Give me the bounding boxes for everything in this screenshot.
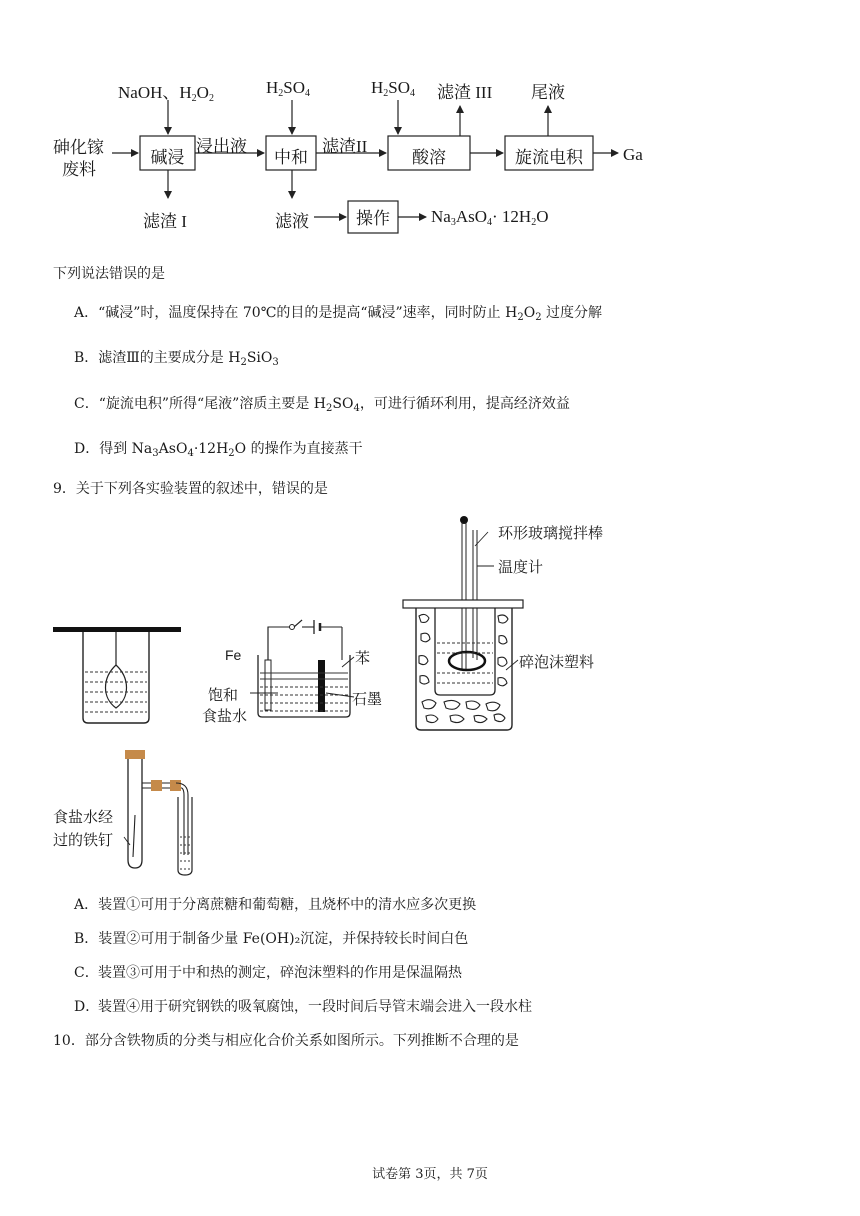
flowchart-tail-liquid: 尾液	[531, 83, 565, 102]
flowchart-filter-residue-1: 滤渣 I	[143, 212, 187, 231]
q9-option-b: B．装置②可用于制备少量 Fe(OH)₂沉淀，并保持较长时间白色	[74, 931, 469, 947]
flowchart-product-salt: $Na_3AsO_4\cdot 12H_2O$	[431, 207, 549, 228]
flowchart-reagent-naoh-h2o2: NaOH、$H_2O_2$	[118, 83, 214, 104]
apparatus4-label-nail2: 过的铁钉	[53, 831, 114, 849]
q8-option-a: A．“碱浸”时，温度保持在 70℃的目的是提高“碱浸”速率，同时防止 $H_2O_2$ 过度分解	[74, 305, 603, 323]
flowchart-filtrate: 滤液	[275, 212, 309, 231]
q10-stem: 10．部分含铁物质的分类与相应化合价关系如图所示。下列推断不合理的是	[53, 1033, 519, 1049]
q9-option-d-label: D．	[74, 999, 100, 1015]
q8-option-c: C．“旋流电积”所得“尾液”溶质主要是 $H_2SO_4$，可进行循环利用，提高经济效益	[74, 396, 570, 414]
q8-option-b: B．滤渣Ⅲ的主要成分是 $H_2SiO_3$	[74, 350, 279, 368]
q9-option-d: 装置④用于研究钢铁的吸氧腐蚀，一段时间后导管末端会进入一段水柱	[98, 999, 532, 1015]
q9-option-a: A．装置①可用于分离蔗糖和葡萄糖，且烧杯中的清水应多次更换	[74, 897, 477, 913]
flowchart-filter-residue-3: 滤渣 III	[437, 83, 493, 102]
apparatus3-label-stirrer: 环形玻璃搅拌棒	[498, 524, 604, 542]
flowchart-input-line2: 废料	[62, 160, 96, 179]
q9-option-c-label: C．	[74, 965, 99, 981]
q8-prompt: 下列说法错误的是	[53, 266, 165, 282]
q9-stem: 9．关于下列各实验装置的叙述中，错误的是	[53, 481, 328, 497]
flowchart-filter-residue-2: 滤渣II	[322, 137, 368, 156]
flowchart-reagent-h2so4-2: $H_2SO_4$	[371, 78, 416, 99]
apparatus2-label-fe: Fe	[225, 647, 242, 663]
apparatus2-label-benzene: 苯	[355, 649, 371, 667]
apparatus-1-dialysis	[50, 620, 185, 730]
apparatus3-label-thermometer: 温度计	[498, 558, 544, 576]
flowchart-box-acid-dissolve: 酸溶	[412, 148, 446, 167]
apparatus2-label-saline1: 饱和	[208, 686, 239, 704]
q8-option-d: D．得到 $Na_3AsO_4\cdot 12H_2O$ 的操作为直接蒸干	[74, 441, 363, 459]
flowchart-product-ga: Ga	[623, 145, 643, 164]
apparatus-2-electrolysis	[250, 605, 355, 725]
page-footer: 试卷第 3页，共 7页	[372, 1167, 488, 1182]
apparatus3-label-foam: 碎泡沫塑料	[519, 653, 595, 671]
flowchart-box-operation: 操作	[356, 209, 390, 228]
flowchart-box-neutralize: 中和	[274, 148, 308, 167]
flowchart-reagent-h2so4-1: $H_2SO_4$	[266, 78, 311, 99]
q9-option-c: 装置③可用于中和热的测定，碎泡沫塑料的作用是保温隔热	[98, 965, 462, 981]
apparatus-3-calorimeter	[400, 510, 525, 735]
flowchart-box-electro: 旋流电积	[515, 148, 583, 167]
flowchart-box-alkali-leach: 碱浸	[150, 148, 185, 167]
apparatus4-label-nail1: 食盐水经	[53, 808, 114, 826]
apparatus2-label-graphite: 石墨	[352, 690, 383, 708]
flowchart-leachate: 浸出液	[196, 137, 247, 156]
flowchart-input-line1: 砷化镓	[53, 138, 104, 157]
apparatus-4-corrosion	[110, 745, 215, 880]
apparatus2-label-saline2: 食盐水	[202, 707, 248, 725]
